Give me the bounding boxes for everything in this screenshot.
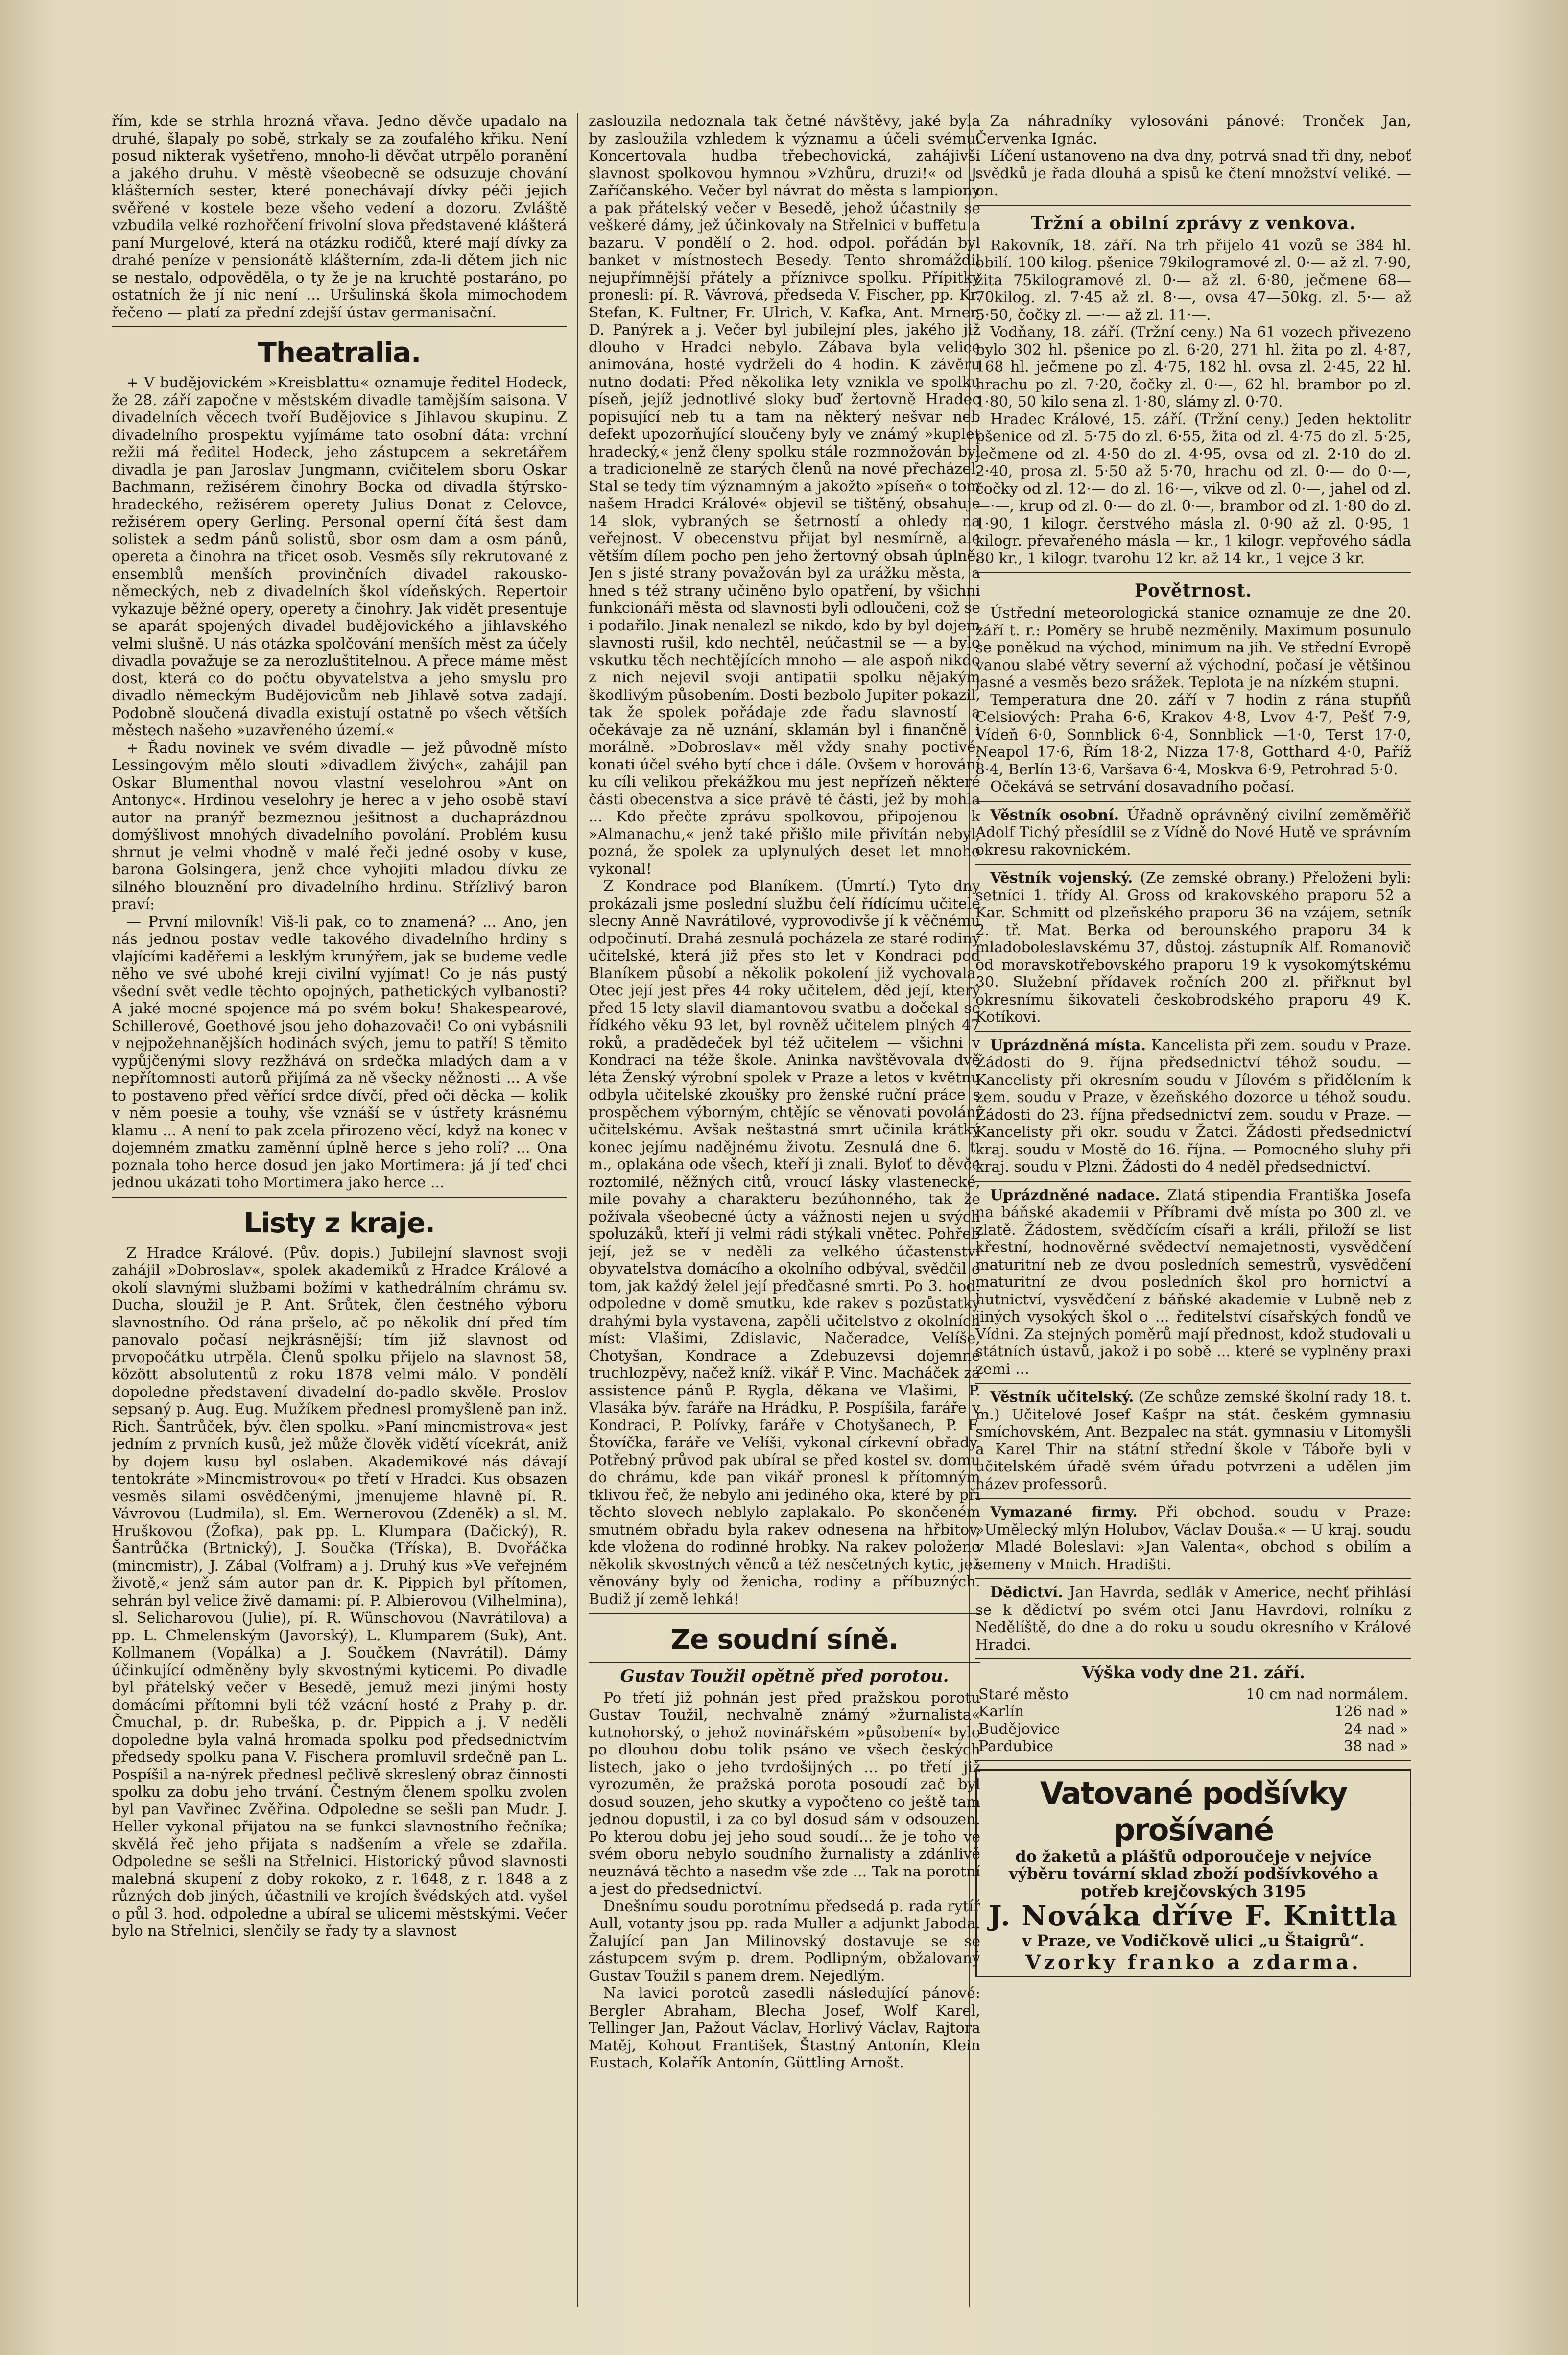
notice-firms-title: Vymazané firmy. — [990, 1504, 1138, 1521]
section-title-listy: Listy z kraje. — [243, 1207, 435, 1239]
notice-firms — [975, 1504, 1411, 1573]
ad-title: Vatované podšívky prošívané — [1040, 1775, 1347, 1848]
court-paragraph-3: Na lavici porotců zasedli následující pánové: Bergler Abraham, Blecha Josef, Wolf Karel, Tellinger Jan, Pažout Václav, Horlivý Václav, Rajtora Matěj, Kohout František, Štastný Antonín, Klein Eustach, Kolařík Antonín, Güttling Arnošt. — [589, 1985, 980, 2071]
court-paragraph-2: Dnešnímu soudu porotnímu předsedá p. rada rytíř Aull, votanty jsou pp. rada Muller a adjunkt Jaboda. Žalující pan Jan Milinovský dostavuje se se zástupcem svým p. drem. Podlipným, obžalovaný Gustav Toužil s panem drem. Nejedlým. — [589, 1898, 980, 1985]
notice-personal-title: Věstník osobní. — [990, 806, 1119, 824]
divider — [975, 864, 1411, 865]
divider — [589, 1662, 980, 1663]
ad-number: 3195 — [1262, 1881, 1307, 1900]
advertisement — [975, 1769, 1411, 1978]
weather-paragraph-3: Očekává se setrvání dosavadního počasí. — [990, 778, 1295, 795]
notice-inheritance — [975, 1584, 1411, 1654]
water-level-row — [975, 1721, 1411, 1738]
notice-inheritance-text: Jan Havrda, sedlák v Americe, nechť přihlásí se k dědictví po svém otci Janu Havrdovi, rolníku z Nedělíště, do dne a do roku u soudu okresního v Králové Hradci. — [975, 1584, 1411, 1654]
water-level-place: Budějovice — [978, 1720, 1060, 1738]
theatralia-paragraph-1: + V budějovickém »Kreisblattu« oznamuje ředitel Hodeck, že 28. září započne v městském divadle tamějším saisona. V divadelních věcech tvoří Budějovice s Jihlavou skupinu. Z divadelního prospektu vyjímáme tato osobní dáta: vrchní režii má ředitel Hodeck, jeho zástupcem a sekretářem divadla je pan Jaroslav Jungmann, cvičitelem sboru Oskar Bachmann, režisérem činohry Bocka od divadla štýrsko-hradeckého, režisérem operety Julius Donat z Celovce, režisérem opery Gerling. Personal operní čítá šest dam solistek a sedm pánů solistů, sbor osm dam a osm pánů, opereta a činohra na třicet osob. Vesměs síly rekrutované z ensemblů menších provinčních divadel rakousko-německých, neb z divadelních škol vídeňských. Repertoir vykazuje běžné opery, operety a činohry. Jak vidět presentuje se aparát spojených divadel budějovického a jihlavského velmi slušně. U nás otázka spolčování menších měst za účely divadla považuje se za nerozluštitelnou. A přece máme měst dost, která co do počtu obyvatelstva a jeho smyslu pro divadlo německým Budějovicům neb Jihlavě sotva zadají. Podobně sloučená divadla existují ostatně po všech větších městech našeho »uzavřeného území.« — [112, 374, 567, 739]
notice-teachers-sub: (Ze schůze zemské školní rady 18. t. m.) — [975, 1389, 1411, 1423]
water-level-title: Výška vody dne 21. září. — [1081, 1663, 1306, 1682]
column-2 — [589, 113, 980, 2307]
weather-paragraph-2: Temperatura dne 20. září v 7 hodin z rána stupňů Celsiových: Praha 6·6, Krakov 4·8, Lvov 4·7, Pešť 7·9, Vídeň 6·0, Sonnblick 6·4, Sonnblick —1·0, Terst 17·0, Neapol 17·6, Řím 18·2, Nizza 17·8, Gotthard 4·0, Paříž 8·4, Berlín 13·6, Varšava 6·4, Moskva 6·9, Petrohrad 5·0. — [975, 691, 1411, 778]
ad-text — [984, 1848, 1403, 1900]
notice-vacancies-title: Uprázdněná místa. — [990, 1036, 1146, 1054]
notice-personal — [975, 807, 1411, 859]
water-level-place: Staré město — [978, 1685, 1069, 1703]
article-subtitle-touzil: Gustav Toužil opětně před porotou. — [620, 1666, 949, 1686]
column-1 — [112, 113, 567, 2307]
section-title-theatralia: Theatralia. — [258, 337, 421, 369]
section-title-weather: Povětrnost. — [1134, 580, 1253, 601]
divider — [975, 1658, 1411, 1659]
notice-military-text: Přeloženi byli: setníci 1. třídy Al. Gross od krakovského praporu 52 a Kar. Schmitt od plzeňského praporu 36 na vzájem, setník 2. tř. Mat. Berka od berounského praporu 34 k mladoboleslavskému 37, důstoj. zástupník Alf. Romanovič od moravskotřebovského praporu 19 k vysokomýtskému 30. Služební přídavek ročních 200 zl. přiřknut byl okresnímu šikovateli českobrodského praporu 49 K. Kotíkovi. — [975, 869, 1411, 1026]
water-level-value: 10 cm nad normálem. — [1246, 1685, 1408, 1703]
divider — [975, 1578, 1411, 1579]
notice-teachers-text: Učitelové Josef Kašpr na stát. českém gymnasiu smíchovském, Ant. Bezpalec na stát. gymnasiu v Litomyšli a Karel Thir na státní střední škole v Táboře byli v učitelském úřadě svém úřadu potvrzeni a udělen jim název professorů. — [975, 1406, 1411, 1493]
column-3 — [975, 113, 1411, 2307]
column-rule-1 — [577, 113, 578, 2307]
water-level-place: Karlín — [978, 1703, 1024, 1720]
court-duration: Líčení ustanoveno na dva dny, potrvá snad tři dny, neboť svědků je řada dlouhá a spisů ke čtení množství veliké. —on. — [975, 147, 1411, 199]
section-title-soudni: Ze soudní síně. — [670, 1624, 899, 1656]
notice-vacancies — [975, 1037, 1411, 1176]
ad-company: J. Nováka dříve F. Knittla — [989, 1900, 1398, 1932]
divider — [975, 1760, 1411, 1762]
notice-military — [975, 869, 1411, 1026]
water-level-value: 24 nad » — [1343, 1720, 1408, 1738]
theatralia-paragraph-2: + Řadu novinek ve svém divadle — jež původně místo Lessingovým mělo slouti »divadlem živých«, zahájil pan Oskar Blumenthal novou vlastní veselohrou »Ant on Antonyc«. Hrdinou veselohry je herec a v jeho osobě staví autor na pranýř bezmeznou ješitnost a duchaprázdnou domýšlivost mnohých divadelního povolání. Problém kusu shrnut je velmi vhodně v malé řeči jedné osoby v kuse, barona Golsingera, jenž chce vyhojiti mladou dívku ze silného blouznění pro divadelního hrdinu. Střízlivý baron praví: — [112, 739, 567, 913]
water-level-value: 126 nad » — [1334, 1703, 1408, 1720]
weather-paragraph-1: Ústřední meteorologická stanice oznamuje ze dne 20. září t. r.: Poměry se hrubě nezměnily. Maximum posunulo se poněkud na východ, minimum na jih. Ve střední Evropě vanou slabé větry severní až východní, počasí je většinou jasné a vesměs bezo srážek. Teplota je na nízkém stupni. — [975, 604, 1411, 691]
divider — [589, 1613, 980, 1614]
court-paragraph-1: Po třetí již pohnán jest před pražskou porotu Gustav Toužil, nechvalně známý »žurnalista« kutnohorský, o jehož novinářském »působení« bylo po dlouhou dobu tolik psáno ve všech českých listech, jako o jeho tvrdošijných ... po třetí již vyrozuměn, že pražská porota posoudí zač byl dosud souzen, jeho skutky a vypočteno co ještě tam jednou dopustil, i za co byl dosud sám v odsouzen. Po kterou dobu jej jeho soud soudí... že je toho ve svém oboru nebylo soudního žurnalisty a zdánlivě neuznává těchto a nasedm vše zde ... Tak na porotní a jest do předsednictví. — [589, 1689, 980, 1898]
notice-military-title: Věstník vojenský. — [990, 869, 1133, 887]
section-title-market: Tržní a obilní zprávy z venkova. — [1031, 213, 1356, 234]
ad-footer: Vzorky franko a zdarma. — [1025, 1950, 1361, 1974]
water-level-row — [975, 1686, 1411, 1704]
divider — [975, 572, 1411, 573]
market-hradec: Hradec Králové, 15. září. (Tržní ceny.) Jeden hektolitr pšenice od zl. 5·75 do zl. 6·55, žita od zl. 4·75 do zl. 5·25, ječmene od zl. 4·50 do zl. 4·95, ovsa od zl. 2·10 do zl. 2·40, prosa zl. 5·50 až 5·70, hrachu od zl. 0·— do 0·—, čočky od zl. 12·— do zl. 16·—, vikve od zl. 0·—, jahel od zl. —·—, krup od zl. 0·— do zl. 0·—, brambor od zl. 1·80 do zl. 1·90, 1 kilogr. čerstvého másla zl. 0·90 až zl. 0·95, 1 kilogr. převařeného másla — kr., 1 kilogr. vepřového sádla 80 kr., 1 kilogr. tvarohu 12 kr. až 14 kr., 1 vejce 3 kr. — [975, 410, 1411, 567]
notice-foundations — [975, 1187, 1411, 1378]
divider — [975, 1181, 1411, 1182]
divider — [112, 1197, 567, 1198]
notice-foundations-text: Zlatá stipendia Františka Josefa na báňské akademii v Příbrami dvě místa po 300 zl. ve zlatě. Žádostem, svědčícím císaři a králi, přiloží se list křestní, hodnověrné svědectví nemajetnosti, vysvědčení maturitní neb ze dvou posledních semestrů, vysvědčení maturitní ze dvou posledních škol pro hornictví a hutnictví, vysvědčení z báňské akademie v Lubně neb z jiných vysokých škol o ... ředitelství císařských fondů ve Vídni. Za stejných poměrů mají přednost, kdož studovali u státních ústavů, jakož i po sobě ... které se vyplněny praxi zemi ... — [975, 1186, 1411, 1378]
listy-continued: zaslouzila nedoznala tak četné návštěvy, jaké byla by zasloužila vzhledem k významu a účeli svému. Koncertovala hudba třebechovická, zahájivši slavnost spolkovou hymnou »Vzhůru, druzi!« od J. Zaříčanského. Večer byl návrat do města s lampiony a pak přátelský večer v Besedě, jehož účastnily se veškeré dámy, jež účinkovaly na Střelnici v buffetu a bazaru. V pondělí o 2. hod. odpol. pořádán byl banket v místnostech Besedy. Tento shromáždil nejupřímnější přátely a příznivce spolku. Přípitky pronesli: pí. R. Vávrová, předseda V. Fischer, pp. Kr. Stefan, K. Fultner, Fr. Ulrich, V. Kafka, Ant. Mrner, D. Panýrek a j. Večer byl jubilejní ples, jakého již dlouho v Hradci nebylo. Zábava byla velice animována, hosté vydrželi do 4 hodin. K závěru nutno dodati: Před několika lety vznikla ve spolku píseň, jejíž jednotlivé sloky buď žertovně Hradec popisující neb tu a tam na některý nešvar neb defekt upozorňující sloučeny byly ve známý »kuplet hradecký,« jenž členy spolku stále rozmnožován byl a tradicionelně ze starých členů na nové přecházel. Stal se tedy tím významným a jakožto »píseň« o tom našem Hradci Králové« objevil se tištěný, obsahuje 14 slok, vybraných se šetrností a ohledy na veřejnost. V obecenstvu přijat byl nesmírně, ale větším dílem pocho pen jeho žertovný obsah úplně. Jen s jisté strany považován byl za urážku města, a hned s též strany učiněno bylo opatření, by všichni funkcionáři města od slavnosti byli odloučeni, což se i podařilo. Jinak nenalezl se nikdo, kdo by byl dojem slavnosti rušil, kdo nechtěl, neúčastnil se — a bylo vskutku těch nechtějících mnoho — ale aspoň nikdo z nich nejevil svoji antipatii spolku nějakým škodlivým působením. Dosti bezbolo Jupiter pokazil, tak že spolek pořádaje zde řadu slavností a očekávaje za ně uznání, sklamán byl i finančně i morálně. »Dobroslav« měl vždy snahy poctivé, konati účel svého bytí chce i dále. Ovšem v horování ku cíli velikou překážkou mu jest nepřízeň některé části obecenstva a sice právě té části, jež by mohla ... Kdo přečte zprávu spolkovou, připojenou k »Almanachu,« jenž také přišlo mile přivítán nebyl, pozná, že spolek za uplynulých deset let mnoho vykonal! — [589, 113, 980, 878]
ad-address: v Praze, ve Vodičkově ulici „u Štaigrů“. — [1022, 1931, 1365, 1950]
divider — [975, 801, 1411, 802]
water-level-table — [975, 1686, 1411, 1755]
listy-paragraph-1: Z Hradce Králové. (Pův. dopis.) Jubilejní slavnost svoji zahájil »Dobroslav«, spolek akademiků z Hradce Králové a okolí slavnými službami božími v kathedrálním chrámu sv. Ducha, sloužil je P. Ant. Srůtek, člen čestného výboru slavnostního. Od rána pršelo, ač po několik dní před tím panovalo počasí nejkrásnější; tím již slavnost od prvopočátku utrpěla. Členů spolku přijelo na slavnost 58, között absolutentů z roku 1878 velmi málo. V pondělí dopoledne představení divadelní do-padlo skvěle. Proslov sepsaný p. Aug. Eug. Mužíkem přednesl promyšleně pan inž. Rich. Šantrůček, býv. člen spolku. »Paní mincmistrova« jest jedním z prvních kusů, jež může člověk vidětí vícekrát, aniž by dojem kusu byl oslaben. Akademikové nás dávají tentokráte »Mincmistrovou« po třetí v Hradci. Kus obsazen vesměs silami osvědčenými, jmenujeme hlavně pí. R. Vávrovou (Ludmila), sl. Em. Wernerovou (Zdeněk) a sl. M. Hruškovou (Žofka), pak pp. L. Klumpara (Dačický), R. Šantrůčka (Brtnický), J. Součka (Tříska), B. Dvořáčka (mincmistr), J. Zábal (Volfram) a j. Druhý kus »Ve veřejném životě,« jenž sám autor pan dr. K. Pippich byl přítomen, sehrán byl velice živě damami: pí. P. Albierovou (Vilhelmina), sl. Selicharovou (Julie), pí. R. Wünschovou (Navrátilova) a pp. L. Chmelenským (Javorský), L. Klumparem (Suk), Ant. Kollmanem (Vopálka) a J. Součkem (Navrátil). Dámy účinkující odměněny byly skvostnými kyticemi. Po divadle byl přátelský večer v Besedě, jemuž mezi jinými hosty domácími přítomni byli též vzácní hosté z Prahy p. dr. Čmuchal, p. dr. Rubeška, p. dr. Pippich a j. V neděli dopoledne byla valná hromada spolku pod předsednictvím předsedy spolku pana V. Fischera promluvil srdečně pan L. Pospíšil a na-nýrek přednesl pečlivě skreslený obraz činnosti spolku za dobu jeho trvání. Čestným členem spolku zvolen byl pan Vavřinec Zvěřina. Odpoledne se sešli pan Mudr. J. Heller vykonal přijatou na se funkci slavnostního řečníka; skvělá řeč jeho přijata s nadšením a vřele se zdařila. Odpoledne se sešli na Střelnici. Historický původ slavnosti malebná skupení z doby rokoko, z r. 1648, z r. 1848 a z různých dob jiných, účastnili ve krojích švédských atd. vyšel o půl 3. hod. odpoledne a ubíral se ulicemi městskými. Večer bylo na Střelnici, slenčily se řady ty a slavnost — [112, 1244, 567, 1940]
divider — [975, 205, 1411, 206]
theatralia-paragraph-3: — První milovník! Viš-li pak, co to znamená? ... Ano, jen nás jednou postav vedle takového divadelního hrdiny s vlajícími kaděřemi a lesklým krunýřem, jak se budeme vedle něho ve své ubohé kreji civilní vyjímat! Co je nás pustý všední svět vedle těchto opojných, pathetických vylbanosti? A jaké mocné spojence má po svém boku! Shakespearové, Schillerové, Goethové jsou jeho dohazovači! Co oni vybásnili v nejpožehnanějších hodinách svých, jemu to patří! S těmito vypůjčenými slovy rezžhává on srdečka mladých dam a v nepřítomnosti autorů přijímá za ně všecky něžnosti ... A vše to postaveno před věřící srdce dívčí, před oči děcka — kolik v něm poesie a touhy, vše vznáší se v ústřety krásnému klamu ... A není to pak zcela přirozeno věcí, když na konec v dojemném zmatku zaměnní úplně herce s jeho rolí? ... Ona poznala toho herce dosud jen jako Mortimera: já jí teď chci jednou ukázati toho Mortimera jako herce ... — [112, 913, 567, 1191]
notice-foundations-title: Uprázdněné nadace. — [990, 1186, 1160, 1204]
divider — [975, 1383, 1411, 1384]
notice-personal-text: Úřadně oprávněný civilní zeměměřič Adolf Tichý přesídlil se z Vídně do Nové Hutě ve správním okresu rakovnickém. — [975, 806, 1411, 859]
divider — [975, 1498, 1411, 1499]
water-level-row — [975, 1738, 1411, 1755]
kondrac-article: Z Kondrace pod Blaníkem. (Úmrtí.) Tyto dny prokázali jsme poslední službu čelí řídícímu učitele slecny Anně Navrátilové, vyprovodivše jí k věčnému odpočinutí. Drahá zesnulá pocházela ze staré rodiny učitelské, která již přes sto let v Kondraci pod Blaníkem působí a několik pokolení již vychovala. Otec její jest přes 44 roky učitelem, děd její, který před 15 lety slavil diamantovou svatbu a dočekal se řídkého věku 93 let, byl rovněž učitelem plných 47 roků, a pradědeček byl též učitelem — všichni v Kondraci na téže škole. Aninka navštěvovala dvě léta Ženský výrobní spolek v Praze a letos v květnu odbyla učitelské zkoušky pro ženské ruční práce s prospěchem výborným, chtějíc se věnovati povolání učitelskému. Avšak neštastná smrt učinila krátký konec jejímu nadějnému životu. Zesnulá dne 6. t. m., oplakána ode všech, kteří ji znali. Byloť to děvče roztomilé, něžných citů, vroucí lásky vlastenecké, mile povahy a charakteru bezúhonného, tak že požívala všeobecné úcty a vážnosti nejen u svých spoluzáků, kteří ji velmi rádi stýkali vnětec. Pohřeb její, jež se v neděli za velkého účastenství obyvatelstva domácího a okolního odbýval, svědčil o tom, jak každý želel její předčasné smrti. Po 3. hod. odpoledne v domě smutku, kde rakev s pozůstatky drahými byla vystavena, zapěli učitelstvo z okolních míst: Vlašimi, Zdislavic, Načeradce, Velíše, Chotyšan, Kondrace a Zdebuzevsi dojemné truchlozpěvy, načež kníž. vikář P. Vinc. Macháček za assistence pánů P. Rygla, děkana ve Vlašimi, P. Vlasáka býv. faráře na Hrádku, P. Pospíšila, faráře v Kondraci, P. Polívky, faráře v Chotyšanech, P. F. Štovíčka, faráře ve Velíši, vykonal církevní obřady. Potřebný průvod pak ubíral se před kostel sv. domu do chrámu, kde pan vikář pronesl k přítomným tklivou řeč, že nebylo ani jediného oka, které by při těchto slovech neblylo zaplakalo. Po skončeném smutném obřadu byla rakev odnesena na hřbitov, kde vložena do rodinné hrobky. Na rakev položeno několik skvostných věnců a též nesčetných kytic, jež věnovány byly od ženicha, rodiny a příbuzných. Budiž jí země lehká! — [589, 878, 980, 1608]
market-rakovnik: Rakovník, 18. září. Na trh přijelo 41 vozů se 384 hl. obilí. 100 kilog. pšenice 79kilogramové zl. 0·— až zl. 7·90, žita 75kilogramové zl. 0·— až zl. 6·80, ječmene 68—70kilog. zl. 7·45 až zl. 8·—, ovsa 47—50kg. zl. 5·— až 5·50, čočky zl. —·— až zl. 11·—. — [975, 237, 1411, 324]
article-intro: řím, kde se strhla hrozná vřava. Jedno děvče upadalo na druhé, šlapaly po sobě, strkaly se za zoufalého křiku. Není posud nikterak vyšetřeno, mnoho-li děvčat utrpělo poranění a jakého druhu. V městě všeobecně se odsuzuje chování klášterních sester, které ponechávají dívky péči jejich svěřené v kostele beze všeho vedení a dozoru. Zvláště vzbudila velké rozhořčení frivolní slova představené klášterá paní Murgelové, která na otázku rodičů, které mají dívky za drahé peníze v pensionátě klášterním, zda-li dětem jich nic se nestalo, odpověděla, o ty že je na kruchtě postaráno, po ostatních že jí nic není ... Uršulinská škola mimochodem řečeno — platí za přední zdejší ústav germanisační. — [112, 113, 567, 321]
market-vodnany: Vodňany, 18. září. (Tržní ceny.) Na 61 vozech přivezeno bylo 302 hl. pšenice po zl. 6·20, 271 hl. žita po zl. 4·87, 168 hl. ječmene po zl. 4·75, 182 hl. ovsa zl. 2·45, 22 hl. hrachu po zl. 7·20, čočky zl. 0·—, 62 hl. brambor po zl. 1·80, 50 kilo sena zl. 1·80, slámy zl. 0·70. — [975, 324, 1411, 410]
notice-vacancies-text: Kancelista při zem. soudu v Praze. Žádosti do 9. října předsednictví téhož soudu. — Kancelisty při okresním soudu v Jílovém s přidělením k zem. soudu v Praze, v ězeňského dozorce u téhož soudu. Žádosti do 23. října předsednictví zem. soudu v Praze. — Kancelisty při okr. soudu v Žatci. Žádosti předsednictví kraj. soudu v Mostě do 16. října. — Pomocného sluhy při kraj. soudu v Plzni. Žádosti do 4 neděl předsednictví. — [975, 1036, 1411, 1176]
notice-teachers — [975, 1389, 1411, 1493]
notice-firms-text: Při obchod. soudu v Praze: »Umělecký mlýn Holubov, Václav Douša.« — U kraj. soudu v Mladé Boleslavi: »Jan Valenta«, obchod s obilím a semeny v Mnich. Hradišti. — [975, 1504, 1411, 1573]
water-level-row — [975, 1703, 1411, 1721]
divider — [975, 1031, 1411, 1032]
water-level-place: Pardubice — [978, 1738, 1053, 1755]
notice-inheritance-title: Dědictví. — [990, 1584, 1063, 1601]
divider — [112, 326, 567, 327]
water-level-value: 38 nad » — [1343, 1738, 1408, 1755]
court-substitutes: Za náhradníky vylosováni pánové: Tronček Jan, Červenka Ignác. — [975, 113, 1411, 147]
notice-military-sub: (Ze zemské obrany.) — [1140, 869, 1295, 887]
ad-text-body: do žaketů a plášťů odporoučeje v nejvíce výběru tovární sklad zboží podšívkového a potřeb krejčovských — [1009, 1847, 1378, 1900]
notice-teachers-title: Věstník učitelský. — [990, 1389, 1134, 1406]
